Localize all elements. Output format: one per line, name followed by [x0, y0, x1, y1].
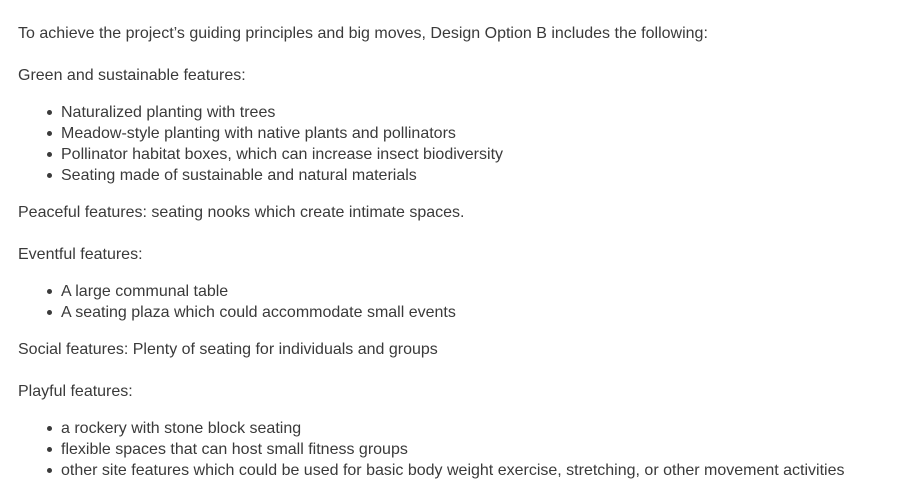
green-features-heading: Green and sustainable features:: [18, 67, 246, 84]
list-item: other site features which could be used for basic body weight exercise, stretching, or other movement activities: [61, 460, 920, 481]
bullet-icon: [47, 426, 52, 431]
bullet-icon: [47, 173, 52, 178]
bullet-icon: [47, 447, 52, 452]
bullet-icon: [47, 110, 52, 115]
list-item: A seating plaza which could accommodate small events: [61, 302, 920, 323]
list-item: A large communal table: [61, 281, 920, 302]
bullet-icon: [47, 131, 52, 136]
social-features-paragraph: Social features: Plenty of seating for individuals and groups: [18, 341, 438, 358]
eventful-features-list: [18, 281, 920, 323]
bullet-icon: [47, 468, 52, 473]
list-item: Seating made of sustainable and natural materials: [61, 165, 920, 186]
eventful-features-heading: Eventful features:: [18, 246, 143, 263]
bullet-icon: [47, 310, 52, 315]
green-features-list: [18, 102, 920, 186]
peaceful-features-paragraph: Peaceful features: seating nooks which create intimate spaces.: [18, 204, 465, 221]
list-item: flexible spaces that can host small fitness groups: [61, 439, 920, 460]
playful-features-heading: Playful features:: [18, 383, 133, 400]
list-item: a rockery with stone block seating: [61, 418, 920, 439]
list-item: Naturalized planting with trees: [61, 102, 920, 123]
list-item: Meadow-style planting with native plants and pollinators: [61, 123, 920, 144]
list-item: Pollinator habitat boxes, which can increase insect biodiversity: [61, 144, 920, 165]
intro-paragraph: To achieve the project’s guiding principles and big moves, Design Option B includes the following:: [18, 25, 708, 42]
bullet-icon: [47, 289, 52, 294]
bullet-icon: [47, 152, 52, 157]
playful-features-list: [18, 418, 920, 481]
